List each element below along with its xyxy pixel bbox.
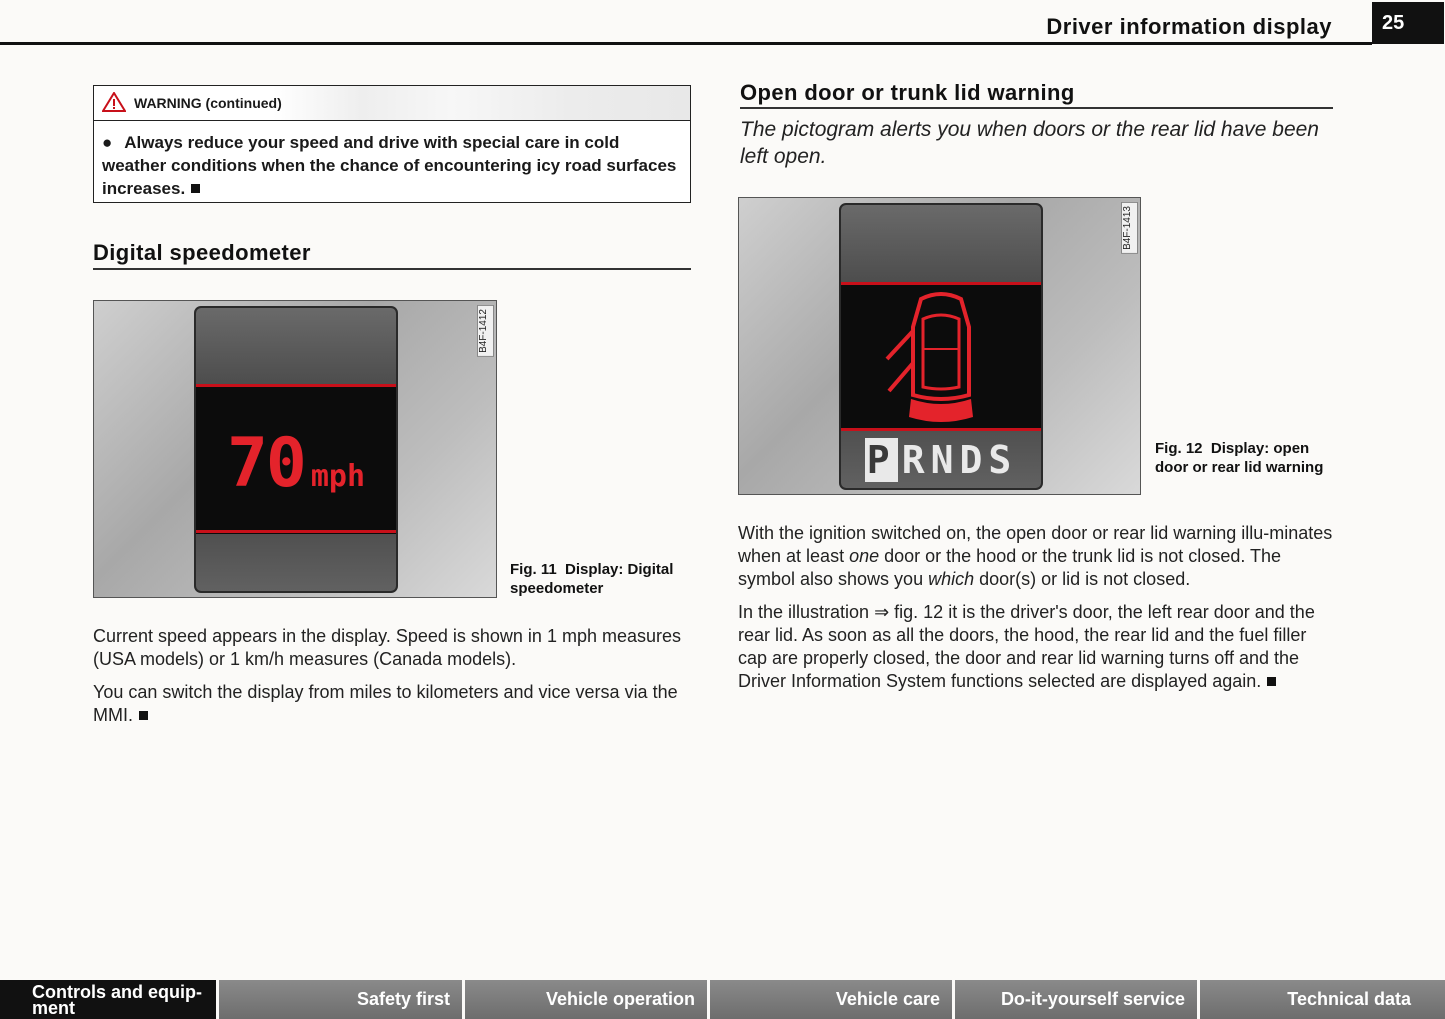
screen-bottom-panel	[196, 534, 396, 591]
warning-box	[93, 85, 691, 203]
screen-top-panel	[841, 205, 1041, 282]
footer-nav	[0, 980, 1445, 1019]
paragraph-text: In the illustration ⇒ fig. 12 it is the driver's door, the left rear door and the rear lid. As soon as all the doors, the hood, the rear lid and the fuel filler cap are properly closed, the door and rear lid warning turns off and the Driver Information System functions selected are displayed again.	[738, 602, 1315, 691]
warning-text: Always reduce your speed and drive with special care in cold weather conditions when the chance of encountering icy road surfaces increases.	[102, 133, 677, 198]
gear-options: RNDS	[901, 438, 1018, 482]
end-of-section-icon	[1267, 677, 1276, 686]
figure-open-door	[738, 197, 1141, 495]
car-open-door-icon	[881, 287, 1001, 427]
text-run: With the ignition switched on, the open door or rear lid warning illu-minates when at least	[738, 523, 1333, 566]
footer-tab-technical-data[interactable]: Technical data	[1200, 980, 1445, 1019]
gear-selected: P	[866, 438, 896, 482]
red-divider	[196, 530, 396, 533]
paragraph	[738, 522, 1336, 591]
text-run: door(s) or lid is not closed.	[974, 569, 1191, 589]
warning-body	[94, 121, 690, 200]
figure-caption	[1155, 439, 1335, 477]
header-rule	[0, 42, 1372, 45]
section-intro: The pictogram alerts you when doors or the rear lid have been left open.	[740, 118, 1319, 168]
caption-text: Display: open door or rear lid warning	[1155, 440, 1324, 476]
caption-number: Fig. 12	[1155, 440, 1203, 457]
section-title-open-door: Open door or trunk lid warning	[740, 80, 1075, 105]
paragraph-text: You can switch the display from miles to kilometers and vice versa via the MMI.	[93, 682, 678, 725]
emphasis-text: which	[928, 569, 975, 589]
paragraph	[738, 601, 1336, 693]
open-door-body	[738, 522, 1336, 703]
section-rule	[740, 107, 1333, 109]
speed-readout	[196, 424, 396, 503]
screen-bottom-panel	[841, 431, 1041, 488]
gear-indicator	[841, 432, 1041, 488]
warning-triangle-icon	[102, 92, 134, 115]
figure-id: B4F-1412	[477, 305, 494, 357]
screen-top-panel	[196, 308, 396, 384]
red-divider	[196, 384, 396, 387]
figure-id: B4F-1413	[1121, 202, 1138, 254]
speed-value: 70	[226, 424, 305, 503]
section-title-digital-speedometer: Digital speedometer	[93, 240, 311, 265]
footer-tab-vehicle-operation[interactable]: Vehicle operation	[465, 980, 710, 1019]
paragraph	[93, 681, 693, 727]
dis-screen	[839, 203, 1043, 490]
speedometer-body	[93, 625, 693, 737]
figure-digital-speedometer	[93, 300, 497, 598]
figure-caption	[510, 560, 695, 598]
warning-label: WARNING (continued)	[134, 95, 282, 111]
page-number: 25	[1372, 2, 1444, 44]
speed-unit: mph	[310, 459, 366, 494]
red-divider	[841, 282, 1041, 285]
caption-text: Display: Digital speedometer	[510, 561, 674, 597]
caption-number: Fig. 11	[510, 561, 557, 578]
page-header-title: Driver information display	[1046, 14, 1332, 39]
text-run: door or the hood or the trunk lid is not closed. The symbol also shows you	[738, 546, 1282, 589]
paragraph: Current speed appears in the display. Speed is shown in 1 mph measures (USA models) or 1 km/h measures (Canada models).	[93, 626, 681, 669]
warning-header	[94, 86, 690, 121]
footer-tab-vehicle-care[interactable]: Vehicle care	[710, 980, 955, 1019]
footer-tab-diy-service[interactable]: Do-it-yourself service	[955, 980, 1200, 1019]
end-of-section-icon	[191, 184, 200, 193]
end-of-section-icon	[139, 711, 148, 720]
footer-tab-controls[interactable]: Controls and equip- ment	[0, 980, 219, 1019]
section-rule	[93, 268, 691, 270]
emphasis-text: one	[849, 546, 880, 566]
bullet-icon: ●	[102, 133, 113, 152]
footer-tab-safety[interactable]: Safety first	[219, 980, 465, 1019]
dis-screen	[194, 306, 398, 593]
